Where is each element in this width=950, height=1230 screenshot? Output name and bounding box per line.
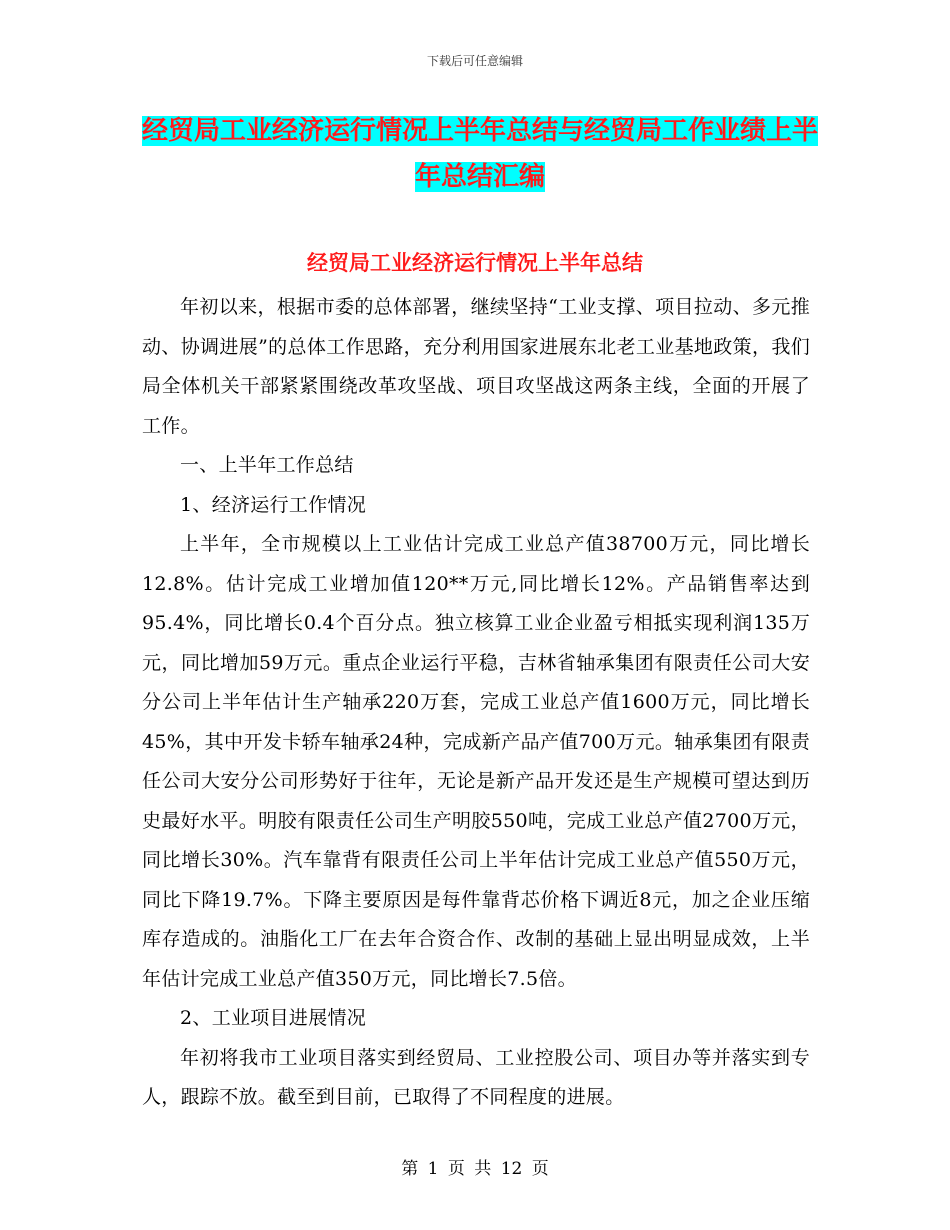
- document-title: [140, 108, 820, 200]
- header-note: 下载后可任意编辑: [426, 54, 523, 68]
- subheading-project-progress: 2、工业项目进展情况: [180, 1007, 367, 1029]
- heading-first-half-summary: 一、上半年工作总结: [180, 454, 354, 476]
- document-body: [142, 288, 810, 1118]
- document-title-text: 经贸局工业经济运行情况上半年总结与经贸局工作业绩上半年总结汇编: [141, 116, 818, 192]
- subheading-economic-operation: 1、经济运行工作情况: [180, 493, 367, 516]
- section-title: 经贸局工业经济运行情况上半年总结: [307, 251, 643, 275]
- paragraph-economic-operation: 上半年，全市规模以上工业估计完成工业总产值38700万元，同比增长12.8%。估计完成工业增加值120**万元,同比增长12%。产品销售率达到95.4%，同比增长0.4个百分点。独立核算工业企业盈亏相抵实现利润135万元，同比增加59万元。重点企业运行平稳，吉林省轴承集团有限责任公司大安分公司上半年估计生产轴承220万套，完成工业总产值1600万元，同比增长45%，其中开发卡轿车轴承24种，完成新产品产值700万元。轴承集团有限责任公司大安分公司形势好于往年，无论是新产品开发还是生产规模可望达到历史最好水平。明胶有限责任公司生产明胶550吨，完成工业总产值2700万元，同比增长30%。汽车靠背有限责任公司上半年估计完成工业总产值550万元，同比下降19.7%。下降主要原因是每件靠背芯价格下调近8元，加之企业压缩库存造成的。油脂化工厂在去年合资合作、改制的基础上显出明显成效，上半年估计完成工业总产值350万元，同比增长7.5倍。: [142, 533, 810, 990]
- page-number: 第 1 页 共 12 页: [401, 1159, 549, 1179]
- paragraph-intro: 年初以来，根据市委的总体部署，继续坚持“工业支撑、项目拉动、多元推动、协调进展”的总体工作思路，充分利用国家进展东北老工业基地政策，我们局全体机关干部紧紧围绕改革攻坚战、项目攻坚战这两条主线，全面的开展了工作。: [142, 296, 810, 437]
- paragraph-project-progress: 年初将我市工业项目落实到经贸局、工业控股公司、项目办等并落实到专人，跟踪不放。截至到目前，已取得了不同程度的进展。: [142, 1046, 810, 1108]
